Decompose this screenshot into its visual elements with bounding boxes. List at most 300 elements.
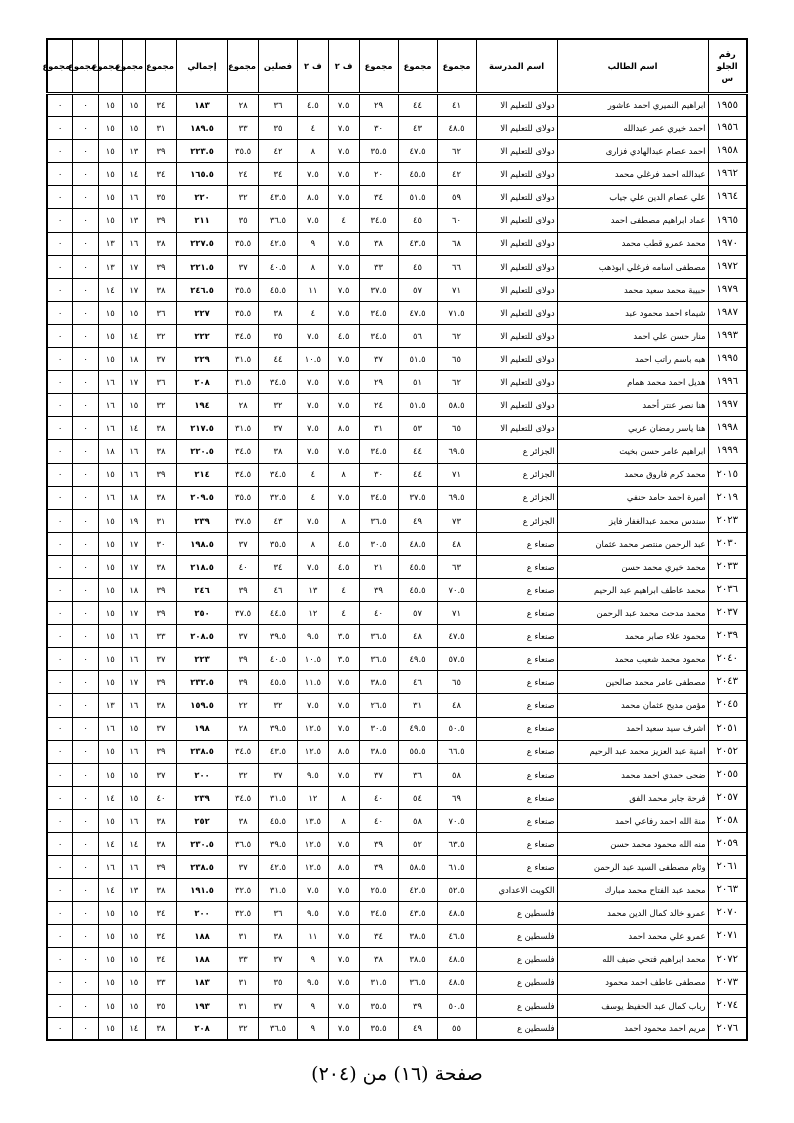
table-row [47,671,747,694]
score: ٣٩.٥ [258,625,297,648]
school-name: صنعاء ع [476,786,557,809]
score: ٣٦.٥ [398,971,437,994]
score: ١٧ [122,602,146,625]
score: ٠ [73,786,99,809]
score: ٣٨ [258,440,297,463]
score: ٣٤ [258,163,297,186]
column-header: فصلين [258,39,297,94]
score: ١٥ [98,925,122,948]
score: ٤٠ [228,555,259,578]
column-header: مجموع [122,39,146,94]
score: ٣٨ [146,417,177,440]
score: ٤ [297,486,328,509]
score: ٧.٥ [297,209,328,232]
score: ٣٧ [258,948,297,971]
score: ٣٣ [228,948,259,971]
score: ١٢.٥ [297,833,328,856]
school-name: فلسطين ع [476,971,557,994]
score: ٧.٥ [328,694,359,717]
score: ٠ [73,809,99,832]
total-score: ٢٢١.٥ [176,255,227,278]
score: ٧.٥ [328,717,359,740]
score: ٣٩ [359,578,398,601]
score: ٨ [328,463,359,486]
table-row [47,833,747,856]
table-row [47,371,747,394]
score: ١٦ [98,856,122,879]
score: ٧.٥ [328,117,359,140]
score: ٠ [47,786,73,809]
score: ٩.٥ [297,763,328,786]
score: ٣٥.٥ [359,1017,398,1040]
score: ٤.٥ [297,94,328,117]
score: ١٧ [122,555,146,578]
score: ٠ [47,348,73,371]
score: ١٥ [98,509,122,532]
student-name: رباب كمال عبد الحفيظ يوسف [557,994,708,1017]
score: ١٦ [122,186,146,209]
score: ٤٤.٥ [258,602,297,625]
score: ٧.٥ [328,902,359,925]
score: ٠ [73,301,99,324]
total-score: ٢٣٢.٥ [176,671,227,694]
score: ٠ [73,278,99,301]
score: ٣.٥ [328,648,359,671]
score: ٤٠ [359,786,398,809]
student-name: محمود علاء صابر محمد [557,625,708,648]
score: ٠ [47,417,73,440]
score: ٣٧ [228,255,259,278]
score: ٣٠ [359,117,398,140]
student-code: ١٩٦٥ [708,209,747,232]
score: ٤ [328,209,359,232]
score: ١٤ [98,833,122,856]
school-name: دولاى للتعليم الا [476,117,557,140]
score: ٤٤ [398,463,437,486]
student-code: ٢٠٣٩ [708,625,747,648]
score: ٤١ [437,94,476,117]
score: ٥٢.٥ [437,879,476,902]
score: ٠ [73,232,99,255]
score: ٤٨.٥ [437,948,476,971]
student-name: اشرف سيد سعيد احمد [557,717,708,740]
score: ١٥ [122,301,146,324]
score: ٦٢ [437,140,476,163]
score: ١٥ [98,140,122,163]
score: ٣٦ [258,902,297,925]
total-score: ٢٢٣.٥ [176,140,227,163]
score: ٨ [297,255,328,278]
student-code: ٢٠٧١ [708,925,747,948]
score: ٧.٥ [328,163,359,186]
score: ٣٩ [146,463,177,486]
score: ٣٥.٥ [228,486,259,509]
score: ٠ [73,602,99,625]
score: ٤٨ [437,694,476,717]
student-name: احمد خيري عمر عبدالله [557,117,708,140]
score: ١٥ [98,117,122,140]
total-score: ٢٠٨.٥ [176,625,227,648]
total-score: ٢٤٦ [176,578,227,601]
student-code: ١٩٦٤ [708,186,747,209]
score: ٠ [73,833,99,856]
score: ٥٧ [398,278,437,301]
score: ٣٧.٥ [398,486,437,509]
score: ٥١.٥ [398,394,437,417]
total-score: ٢١١ [176,209,227,232]
score: ٠ [73,740,99,763]
student-name: مصطفى عاطف احمد محمود [557,971,708,994]
score: ٠ [73,717,99,740]
score: ٤٨.٥ [437,902,476,925]
score: ١٧ [122,371,146,394]
score: ١٥ [98,186,122,209]
score: ٠ [47,232,73,255]
school-name: دولاى للتعليم الا [476,417,557,440]
score: ٣٦.٥ [258,1017,297,1040]
score: ١٥ [122,925,146,948]
total-score: ١٨٨ [176,948,227,971]
score: ١٥ [98,948,122,971]
score: ٣٨ [359,948,398,971]
score: ١٥ [98,301,122,324]
score: ٣٩ [146,255,177,278]
score: ١٥ [98,971,122,994]
table-row [47,879,747,902]
score: ٧.٥ [328,348,359,371]
score: ١٤ [98,786,122,809]
student-code: ١٩٩٣ [708,324,747,347]
score: ٣٨.٥ [359,671,398,694]
column-header: اسم المدرسة [476,39,557,94]
student-name: علي عصام الدين علي جياب [557,186,708,209]
school-name: صنعاء ع [476,833,557,856]
score: ٣٥.٥ [228,278,259,301]
score: ٠ [73,578,99,601]
score: ١٥ [98,671,122,694]
score: ١٦ [98,394,122,417]
total-score: ١٩٤ [176,394,227,417]
score: ٠ [47,902,73,925]
school-name: دولاى للتعليم الا [476,278,557,301]
school-name: دولاى للتعليم الا [476,255,557,278]
score: ٣٤ [359,925,398,948]
student-code: ١٩٥٦ [708,117,747,140]
score: ٣٨ [359,232,398,255]
score: ٠ [47,278,73,301]
score: ٣٧ [258,417,297,440]
score: ١٣ [297,578,328,601]
score: ٣٥.٥ [228,140,259,163]
total-score: ٢٢٧ [176,301,227,324]
student-name: هبه باسم راتب احمد [557,348,708,371]
score: ٥٠.٥ [437,994,476,1017]
score: ٤٦ [398,671,437,694]
total-score: ٢٠٩.٥ [176,486,227,509]
student-code: ٢٠١٩ [708,486,747,509]
table-row [47,163,747,186]
score: ١٥ [122,717,146,740]
score: ٣٨ [146,440,177,463]
table-row [47,532,747,555]
score: ٠ [47,856,73,879]
score: ٠ [73,948,99,971]
score: ٣٢ [146,324,177,347]
score: ٠ [47,532,73,555]
total-score: ١٥٩.٥ [176,694,227,717]
total-score: ٢٥٢ [176,809,227,832]
score: ٣٤ [146,94,177,117]
score: ١٥ [98,209,122,232]
score: ٢٥.٥ [359,879,398,902]
score: ١٥ [98,740,122,763]
student-name: محمد خيري محمد حسن [557,555,708,578]
total-score: ١٨٣ [176,971,227,994]
score: ٣٢.٥ [228,879,259,902]
score: ١٦ [122,440,146,463]
score: ٠ [73,694,99,717]
total-score: ٢١٨.٥ [176,555,227,578]
school-name: دولاى للتعليم الا [476,186,557,209]
student-code: ١٩٦٢ [708,163,747,186]
score: ٠ [73,555,99,578]
table-row [47,948,747,971]
total-score: ٢٢٠ [176,186,227,209]
score: ١٦ [122,232,146,255]
score: ٧.٥ [297,509,328,532]
score: ٠ [47,94,73,117]
score: ١٥ [122,994,146,1017]
score: ٣٩ [228,648,259,671]
score: ٠ [47,879,73,902]
total-score: ٢٠٨ [176,1017,227,1040]
school-name: دولاى للتعليم الا [476,232,557,255]
score: ٩.٥ [297,625,328,648]
score: ٠ [73,371,99,394]
table-row [47,648,747,671]
score: ٣١ [228,925,259,948]
score: ٣٨ [146,1017,177,1040]
score: ٣٥.٥ [258,532,297,555]
score: ٣٨ [146,809,177,832]
score: ٥٨ [437,763,476,786]
score: ٤٥.٥ [258,278,297,301]
column-header: ف ٢ [297,39,328,94]
score: ١٦ [122,740,146,763]
score: ٣٣ [359,255,398,278]
score: ١٥ [98,625,122,648]
score: ١٠.٥ [297,348,328,371]
student-code: ١٩٩٦ [708,371,747,394]
table-row [47,602,747,625]
score: ١٦ [122,625,146,648]
score: ٣٢ [228,1017,259,1040]
score: ٣٦.٥ [258,209,297,232]
school-name: صنعاء ع [476,648,557,671]
score: ٥٨.٥ [398,856,437,879]
score: ٣٧ [359,763,398,786]
score: ٧.٥ [297,440,328,463]
score: ١٥ [98,602,122,625]
student-name: عمرو خالد كمال الدين محمد [557,902,708,925]
score: ٤٥ [398,255,437,278]
score: ٧.٥ [328,140,359,163]
score: ٧١ [437,463,476,486]
column-header: رقم الجلو س [708,39,747,94]
student-code: ٢٠١٥ [708,463,747,486]
score: ٩ [297,994,328,1017]
page-number: صفحة (١٦) من (٢٠٤) [311,1063,483,1085]
score: ٠ [73,648,99,671]
total-score: ١٩١.٥ [176,879,227,902]
table-row [47,278,747,301]
score: ٣٦.٥ [359,625,398,648]
score: ٠ [47,371,73,394]
student-name: منار حسن علي احمد [557,324,708,347]
score: ١٥ [98,463,122,486]
total-score: ١٨٨ [176,925,227,948]
score: ١٣ [98,694,122,717]
score: ٠ [47,602,73,625]
score: ٠ [47,948,73,971]
score: ٣.٥ [328,625,359,648]
score: ٦٩ [437,786,476,809]
score: ٣٧ [228,532,259,555]
score: ١٤ [98,278,122,301]
score: ١٥ [122,948,146,971]
score: ١٧ [122,278,146,301]
score: ٥٥.٥ [398,740,437,763]
student-code: ٢٠٢٣ [708,509,747,532]
score: ١٨ [122,348,146,371]
school-name: الكويت الاعدادي [476,879,557,902]
score: ٣٨ [146,278,177,301]
student-name: محمد ابراهيم فتحي ضيف الله [557,948,708,971]
score: ٩.٥ [297,971,328,994]
student-code: ٢٠٤٣ [708,671,747,694]
table-body [47,94,747,1041]
score: ١٦ [122,809,146,832]
table-row [47,232,747,255]
score: ٣٥ [258,117,297,140]
score: ١٦ [98,486,122,509]
table-row [47,809,747,832]
student-name: عماد ابراهيم مصطفى احمد [557,209,708,232]
score: ٣٤.٥ [359,486,398,509]
score: ٨.٥ [328,740,359,763]
score: ٧.٥ [328,879,359,902]
table-row [47,348,747,371]
student-name: هنا ياسر رمضان عربي [557,417,708,440]
score: ٣٩ [146,578,177,601]
total-score: ١٦٥.٥ [176,163,227,186]
score: ٤ [297,301,328,324]
column-header: مجموع [359,39,398,94]
score: ٤٣.٥ [398,902,437,925]
score: ٥٦ [398,324,437,347]
total-score: ١٩٣ [176,994,227,1017]
student-name: مريم احمد محمود احمد [557,1017,708,1040]
score: ٠ [47,717,73,740]
score: ٣١.٥ [228,371,259,394]
score: ١٥ [122,971,146,994]
score: ١٦ [122,856,146,879]
score: ٣٤.٥ [228,463,259,486]
score: ٤.٥ [328,324,359,347]
score: ٣٨ [146,486,177,509]
score: ٤٥.٥ [398,555,437,578]
score: ٦٣ [437,555,476,578]
score: ٤٣.٥ [258,186,297,209]
total-score: ٢١٧.٥ [176,417,227,440]
total-score: ١٩٨.٥ [176,532,227,555]
score: ١٥ [98,1017,122,1040]
student-name: ضحى حمدي احمد محمد [557,763,708,786]
table-row [47,971,747,994]
score: ١١ [297,925,328,948]
student-code: ١٩٥٨ [708,140,747,163]
score: ٧٣ [437,509,476,532]
student-code: ١٩٧٩ [708,278,747,301]
score: ٣١ [146,117,177,140]
score: ٣١ [146,509,177,532]
score: ٠ [73,163,99,186]
score: ٤٨.٥ [437,117,476,140]
score: ٣٤.٥ [359,440,398,463]
student-code: ١٩٥٥ [708,94,747,117]
score: ٥٧.٥ [437,648,476,671]
score: ٦٣.٥ [437,833,476,856]
score: ٠ [73,671,99,694]
score: ٠ [47,509,73,532]
column-header: مجموع [437,39,476,94]
score: ٦٦.٥ [437,740,476,763]
student-code: ٢٠٥٥ [708,763,747,786]
column-header: إجمالي [176,39,227,94]
score: ٣٩ [146,209,177,232]
score: ٤٣.٥ [258,740,297,763]
score: ٠ [47,209,73,232]
score: ٣٩ [398,994,437,1017]
school-name: فلسطين ع [476,994,557,1017]
score: ٧.٥ [328,948,359,971]
school-name: فلسطين ع [476,925,557,948]
table-row [47,625,747,648]
score: ٤٤ [398,440,437,463]
school-name: صنعاء ع [476,602,557,625]
score: ٣٤ [146,163,177,186]
score: ٣٧ [146,348,177,371]
score: ٠ [47,324,73,347]
score: ٧.٥ [328,186,359,209]
table-row [47,902,747,925]
score: ٠ [47,833,73,856]
score: ١٢.٥ [297,740,328,763]
total-score: ٢٠٠ [176,763,227,786]
score: ٣٠.٥ [359,717,398,740]
score: ٣٦.٥ [359,509,398,532]
school-name: الجزائر ع [476,440,557,463]
school-name: صنعاء ع [476,532,557,555]
score: ٣٥ [228,209,259,232]
score: ٠ [73,994,99,1017]
student-code: ١٩٩٨ [708,417,747,440]
total-score: ٢٣٩ [176,786,227,809]
score: ٨.٥ [328,856,359,879]
score: ٠ [73,856,99,879]
score: ٣٢ [258,694,297,717]
score: ٨ [297,532,328,555]
